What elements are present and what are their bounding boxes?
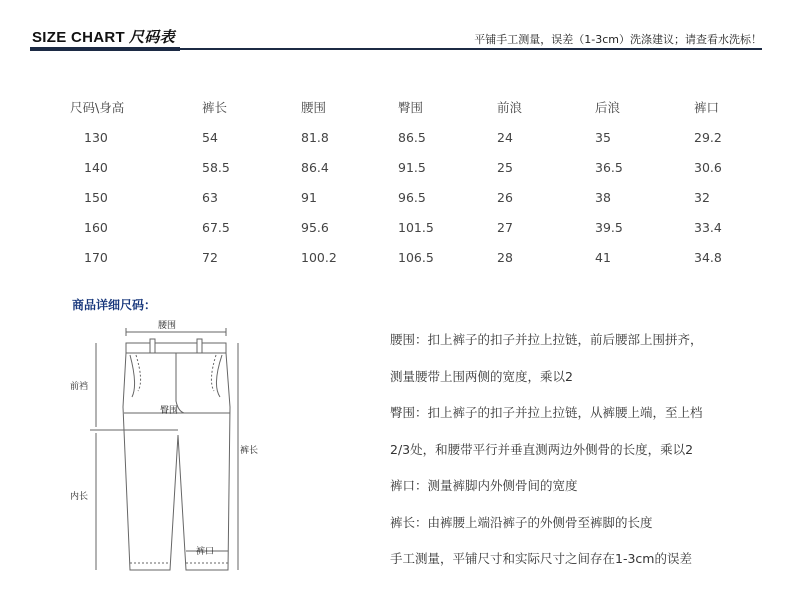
measurement-descriptions	[390, 328, 770, 584]
header-front-rise: 前浪	[497, 100, 523, 115]
pants-outline	[123, 339, 230, 570]
header-length: 裤长	[202, 100, 228, 115]
table-cell: 106.5	[398, 249, 434, 265]
table-header-row	[70, 92, 774, 122]
measurement-note: 平铺手工测量，误差（1-3cm）洗涤建议；请查看水洗标！	[474, 33, 762, 46]
table-cell: 27	[497, 219, 513, 235]
table-cell: 63	[202, 189, 218, 205]
pants-diagram	[60, 315, 275, 585]
label-waist: 腰围	[158, 321, 177, 331]
table-cell: 86.4	[301, 159, 329, 175]
desc-hem: 裤口：测量裤脚内外侧骨间的宽度	[390, 478, 578, 493]
title-en: SIZE CHART	[32, 29, 125, 46]
label-length: 裤长	[240, 446, 259, 456]
table-cell: 54	[202, 129, 218, 145]
desc-hip-cont: 2/3处，和腰带平行并垂直测两边外侧骨的长度，乘以2	[390, 441, 694, 457]
header-divider-thick	[30, 47, 180, 51]
detail-title: 商品详细尺码：	[72, 298, 157, 312]
desc-waist-cont: 测量腰带上围两侧的宽度，乘以2	[390, 368, 573, 384]
table-cell: 170	[84, 249, 108, 265]
header	[0, 0, 790, 52]
page-title	[32, 26, 175, 47]
table-cell: 160	[84, 219, 108, 235]
table-cell: 91.5	[398, 159, 426, 175]
table-cell: 100.2	[301, 249, 337, 265]
table-cell: 72	[202, 249, 218, 265]
size-table	[70, 92, 774, 272]
table-cell: 36.5	[595, 159, 623, 175]
table-cell: 26	[497, 189, 513, 205]
table-cell: 58.5	[202, 159, 230, 175]
table-cell: 33.4	[694, 219, 722, 235]
desc-length: 裤长：由裤腰上端沿裤子的外侧骨至裤脚的长度	[390, 514, 653, 530]
desc-error-note: 手工测量，平铺尺寸和实际尺寸之间存在1-3cm的误差	[390, 551, 692, 566]
desc-waist: 腰围：扣上裤子的扣子并拉上拉链，前后腰部上围拼齐，	[390, 332, 703, 347]
table-cell: 29.2	[694, 129, 722, 145]
table-cell: 32	[694, 189, 710, 205]
table-row	[70, 152, 774, 182]
table-cell: 41	[595, 249, 611, 265]
table-cell: 30.6	[694, 159, 722, 175]
table-row	[70, 212, 774, 242]
label-hem: 裤口	[196, 547, 215, 557]
table-cell: 28	[497, 249, 513, 265]
table-cell: 96.5	[398, 189, 426, 205]
header-waist: 腰围	[301, 100, 327, 115]
table-cell: 86.5	[398, 129, 426, 145]
table-cell: 67.5	[202, 219, 230, 235]
title-cn: 尺码表	[129, 29, 175, 46]
table-row	[70, 182, 774, 212]
label-hip: 臀围	[160, 406, 179, 416]
table-cell: 150	[84, 189, 108, 205]
label-front-rise: 前裆	[70, 382, 89, 392]
header-hem: 裤口	[694, 100, 720, 115]
label-inseam: 内长	[70, 492, 89, 502]
table-cell: 101.5	[398, 219, 434, 235]
table-cell: 34.8	[694, 249, 722, 265]
header-hip: 臀围	[398, 100, 424, 115]
desc-hip: 臀围：扣上裤子的扣子并拉上拉链，从裤腰上端，至上档	[390, 405, 703, 420]
table-cell: 81.8	[301, 129, 329, 145]
table-cell: 130	[84, 129, 108, 145]
table-row	[70, 122, 774, 152]
table-row	[70, 242, 774, 272]
header-size-height: 尺码\身高	[70, 100, 125, 115]
table-cell: 25	[497, 159, 513, 175]
header-back-rise: 后浪	[595, 100, 621, 115]
table-cell: 95.6	[301, 219, 329, 235]
table-cell: 35	[595, 129, 611, 145]
header-divider	[180, 48, 762, 50]
measure-lines	[90, 328, 238, 570]
table-cell: 24	[497, 129, 513, 145]
table-cell: 38	[595, 189, 611, 205]
table-cell: 39.5	[595, 219, 623, 235]
table-cell: 140	[84, 159, 108, 175]
table-cell: 91	[301, 189, 317, 205]
